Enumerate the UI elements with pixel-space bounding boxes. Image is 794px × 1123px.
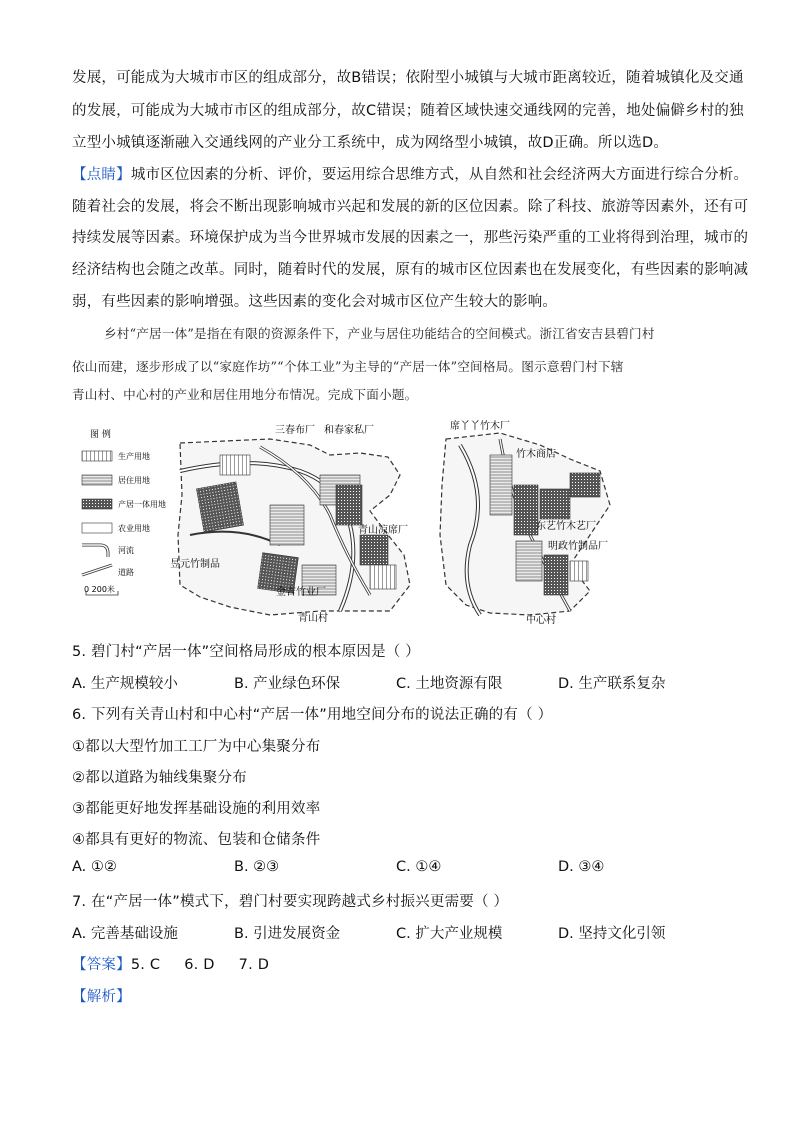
- qingshan-name: 青山村: [298, 613, 328, 624]
- q6-statement-2: ②都以道路为轴线集聚分布: [72, 770, 247, 786]
- dianjing-label: 【点睛】: [72, 167, 131, 183]
- q6-option-d[interactable]: D. ③④: [558, 859, 605, 875]
- q7-option-c[interactable]: C. 扩大产业规模: [396, 926, 503, 942]
- legend-swatch-production: [82, 451, 112, 461]
- village-land-use-map: [70, 415, 630, 627]
- analysis-line-1: 发展，可能成为大城市市区的组成部分，故B错误；依附型小城镇与大城市距离较近，随着城镇化及交通: [72, 70, 744, 86]
- q5-option-a[interactable]: A. 生产规模较小: [72, 676, 178, 692]
- dianjing-line-4: 经济结构也会随之改革。同时，随着时代的发展，原有的城市区位因素也在发展变化，有些因素的影响减: [72, 262, 749, 278]
- q6-statement-3: ③都能更好地发挥基础设施的利用效率: [72, 801, 321, 817]
- stem-line-2: 依山而建，逐步形成了以“家庭作坊”“个体工业”为主导的“产居一体”空间格局。图示意碧门村下辖: [72, 359, 624, 374]
- zhongxin-name: 中心村: [526, 615, 556, 626]
- dianjing-line-5: 弱，有些因素的影响增强。这些因素的变化会对城市区位产生较大的影响。: [72, 294, 558, 310]
- zhongxin-village-map: [440, 419, 610, 626]
- q7-option-a[interactable]: A. 完善基础设施: [72, 926, 178, 942]
- dianjing-line-1: [72, 163, 748, 184]
- legend-swatch-residential: [82, 475, 112, 485]
- legend-swatch-river: [82, 545, 108, 557]
- scale-label: 0 200米: [84, 585, 115, 594]
- legend-production: 生产用地: [118, 452, 150, 461]
- answer-label: 【答案】: [72, 957, 131, 973]
- legend-title: 图 例: [90, 430, 111, 440]
- legend-road: 道路: [118, 568, 134, 577]
- question-6-stem: 6. 下列有关青山村和中心村“产居一体”用地空间分布的说法正确的有（ ）: [72, 707, 553, 723]
- analysis-line-2: 的发展，可能成为大城市市区的组成部分，故C错误；随着区域快速交通线网的完善，地处偏僻乡村的独: [72, 103, 744, 119]
- legend-river: 河流: [118, 546, 134, 555]
- legend-swatch-agriculture: [82, 523, 112, 533]
- q7-option-d[interactable]: D. 坚持文化引领: [558, 926, 666, 942]
- label-qingshan-mat: 青山凉席厂: [358, 525, 408, 536]
- dianjing-line-2: 随着社会的发展，将会不断出现影响城市兴起和发展的新的区位因素。除了科技、旅游等因素外，还有可: [72, 199, 749, 215]
- label-mingzheng: 明政竹制品厂: [548, 541, 608, 552]
- q5-option-d[interactable]: D. 生产联系复杂: [558, 676, 666, 692]
- q6-option-b[interactable]: B. ②③: [234, 859, 280, 875]
- analysis-line-3: 立型小城镇逐渐融入交通线网的产业分工系统中，成为网络型小城镇，故D正确。所以选D。: [72, 135, 669, 151]
- q5-option-c[interactable]: C. 土地资源有限: [396, 676, 503, 692]
- jiexi-line: [72, 985, 131, 1006]
- q6-option-a[interactable]: A. ①②: [72, 859, 117, 875]
- question-5-stem: 5. 碧门村“产居一体”空间格局形成的根本原因是（ ）: [72, 644, 420, 660]
- dianjing-line-3: 持续发展等因素。环境保护成为当今世界城市发展的因素之一，那些污染严重的工业将得到治理，城市的: [72, 230, 749, 246]
- legend-mixed: 产居一体用地: [118, 500, 166, 509]
- dianjing-text-1: 城市区位因素的分析、评价，要运用综合思维方式，从自然和社会经济两大方面进行综合分析。: [130, 167, 749, 183]
- q6-statement-1: ①都以大型竹加工工厂为中心集聚分布: [72, 739, 321, 755]
- question-7-stem: 7. 在“产居一体”模式下，碧门村要实现跨越式乡村振兴更需要（ ）: [72, 894, 509, 910]
- legend-agriculture: 农业用地: [118, 524, 150, 533]
- legend-swatch-mixed: [82, 499, 112, 509]
- label-dongyi: 东艺竹木艺厂: [536, 521, 596, 532]
- label-jinji: 金吉竹业厂: [276, 587, 326, 598]
- label-sanchun: 三春布厂: [275, 425, 315, 436]
- qingshan-village-map: [170, 423, 410, 624]
- map-legend: [82, 428, 166, 595]
- jiexi-label: 【解析】: [72, 989, 131, 1005]
- answer-line: [72, 953, 269, 974]
- stem-line-3: 青山村、中心村的产业和居住用地分布情况。完成下面小题。: [72, 387, 418, 402]
- answer-text: 5. C 6. D 7. D: [130, 957, 270, 973]
- label-bamboo-shop: 竹木商店: [516, 449, 556, 460]
- q6-statement-4: ④都具有更好的物流、包装和仓储条件: [72, 832, 321, 848]
- legend-residential: 居住用地: [118, 476, 150, 485]
- label-hechun: 和春家私厂: [324, 425, 374, 436]
- label-yuyuan: 昱元竹制品: [170, 559, 220, 570]
- stem-line-1: 乡村“产居一体”是指在有限的资源条件下，产业与居住功能结合的空间模式。浙江省安吉县碧门村: [104, 326, 655, 341]
- q6-option-c[interactable]: C. ①④: [396, 859, 442, 875]
- label-xiyaya: 席丫丫竹木厂: [450, 421, 510, 432]
- q5-option-b[interactable]: B. 产业绿色环保: [234, 676, 341, 692]
- q7-option-b[interactable]: B. 引进发展资金: [234, 926, 341, 942]
